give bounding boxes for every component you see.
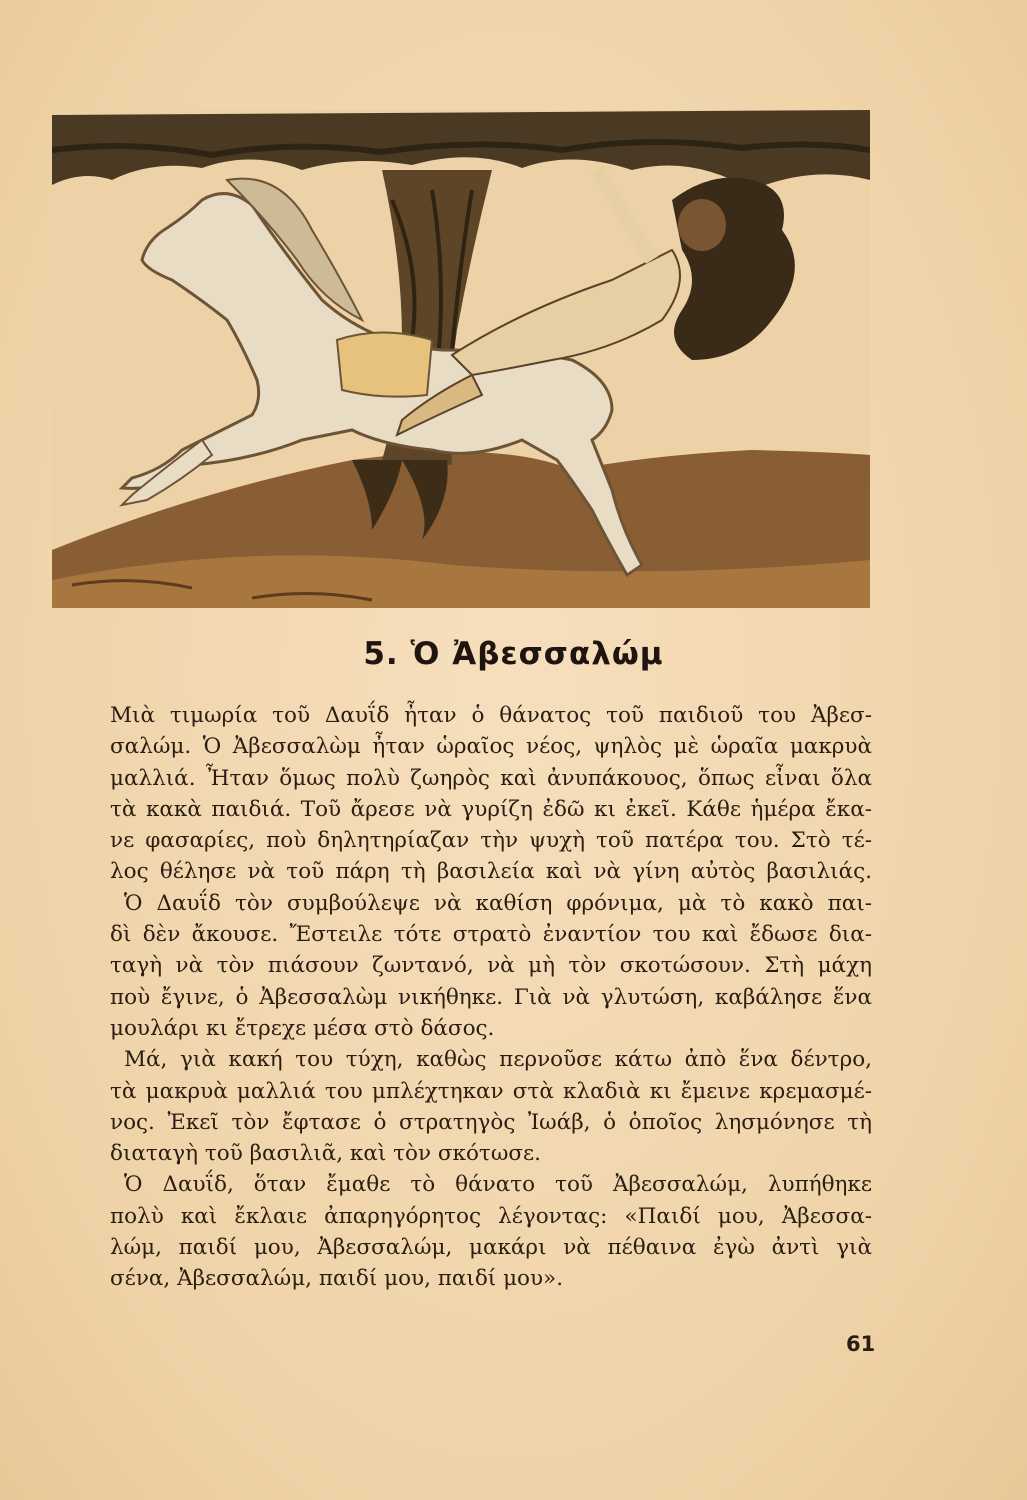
text-line: πολὺ καὶ ἔκλαιε ἀπαρηγόρητος λέγοντας: «Παιδί μου, Ἀβεσσα-: [110, 1203, 872, 1229]
text-line: Ὁ Δαυΐδ, ὅταν ἔμαθε τὸ θάνατο τοῦ Ἀβεσσαλώμ, λυπήθηκε: [124, 1172, 872, 1198]
text-line: ταγὴ νὰ τὸν πιάσουν ζωντανό, νὰ μὴ τὸν σκοτώσουν. Στὴ μάχη: [110, 953, 872, 979]
text-line: λος θέλησε νὰ τοῦ πάρη τὴ βασιλεία καὶ νὰ γίνη αὐτὸς βασιλιάς.: [110, 859, 872, 885]
text-line: διαταγὴ τοῦ βασιλιᾶ, καὶ τὸν σκότωσε.: [110, 1141, 542, 1167]
paragraph-2: [110, 888, 872, 1044]
paragraph-4: [110, 1169, 872, 1294]
text-line: λώμ, παιδί μου, Ἀβεσσαλώμ, μακάρι νὰ πέθαινα ἐγὼ ἀντὶ γιὰ: [110, 1235, 872, 1261]
illustration: [52, 110, 870, 608]
body-text: [110, 700, 872, 1295]
text-line: Ὁ Δαυΐδ τὸν συμβούλεψε νὰ καθίση φρόνιμα, μὰ τὸ κακὸ παι-: [124, 890, 872, 916]
paragraph-1: [110, 700, 872, 888]
text-line: Μά, γιὰ κακή του τύχη, καθὼς περνοῦσε κάτω ἀπὸ ἕνα δέντρο,: [124, 1047, 872, 1073]
text-line: τὰ κακὰ παιδιά. Τοῦ ἄρεσε νὰ γυρίζη ἐδῶ κι ἐκεῖ. Κάθε ἡμέρα ἔκα-: [110, 796, 872, 822]
paragraph-3: [110, 1044, 872, 1169]
text-line: Μιὰ τιμωρία τοῦ Δαυΐδ ἦταν ὁ θάνατος τοῦ παιδιοῦ του Ἀβεσ-: [110, 703, 872, 728]
text-line: σαλώμ. Ὁ Ἀβεσσαλὼμ ἦταν ὡραῖος νέος, ψηλὸς μὲ ὡραῖα μακρυὰ: [110, 734, 872, 760]
text-line: μαλλιά. Ἦταν ὅμως πολὺ ζωηρὸς καὶ ἀνυπάκουος, ὅπως εἶναι ὅλα: [110, 765, 872, 791]
text-line: μουλάρι κι ἔτρεχε μέσα στὸ δάσος.: [110, 1015, 495, 1041]
text-line: νος. Ἐκεῖ τὸν ἔφτασε ὁ στρατηγὸς Ἰωάβ, ὁ ὁποῖος λησμόνησε τὴ: [110, 1109, 872, 1135]
text-line: σένα, Ἀβεσσαλώμ, παιδί μου, παιδί μου».: [110, 1266, 564, 1292]
page-number: 61: [846, 1332, 876, 1356]
text-line: τὰ μακρυὰ μαλλιά του μπλέχτηκαν στὰ κλαδιὰ κι ἔμεινε κρεμασμέ-: [110, 1078, 872, 1104]
text-line: ποὺ ἔγινε, ὁ Ἀβεσσαλὼμ νικήθηκε. Γιὰ νὰ γλυτώση, καβάλησε ἕνα: [110, 984, 872, 1010]
text-line: νε φασαρίες, ποὺ δηλητηρίαζαν τὴν ψυχὴ τοῦ πατέρα του. Στὸ τέ-: [110, 828, 872, 854]
chapter-title: 5. Ὁ Ἀβεσσαλώμ: [363, 636, 664, 672]
text-line: δὶ δὲν ἄκουσε. Ἔστειλε τότε στρατὸ ἐναντίον του καὶ ἔδωσε δια-: [110, 922, 872, 948]
